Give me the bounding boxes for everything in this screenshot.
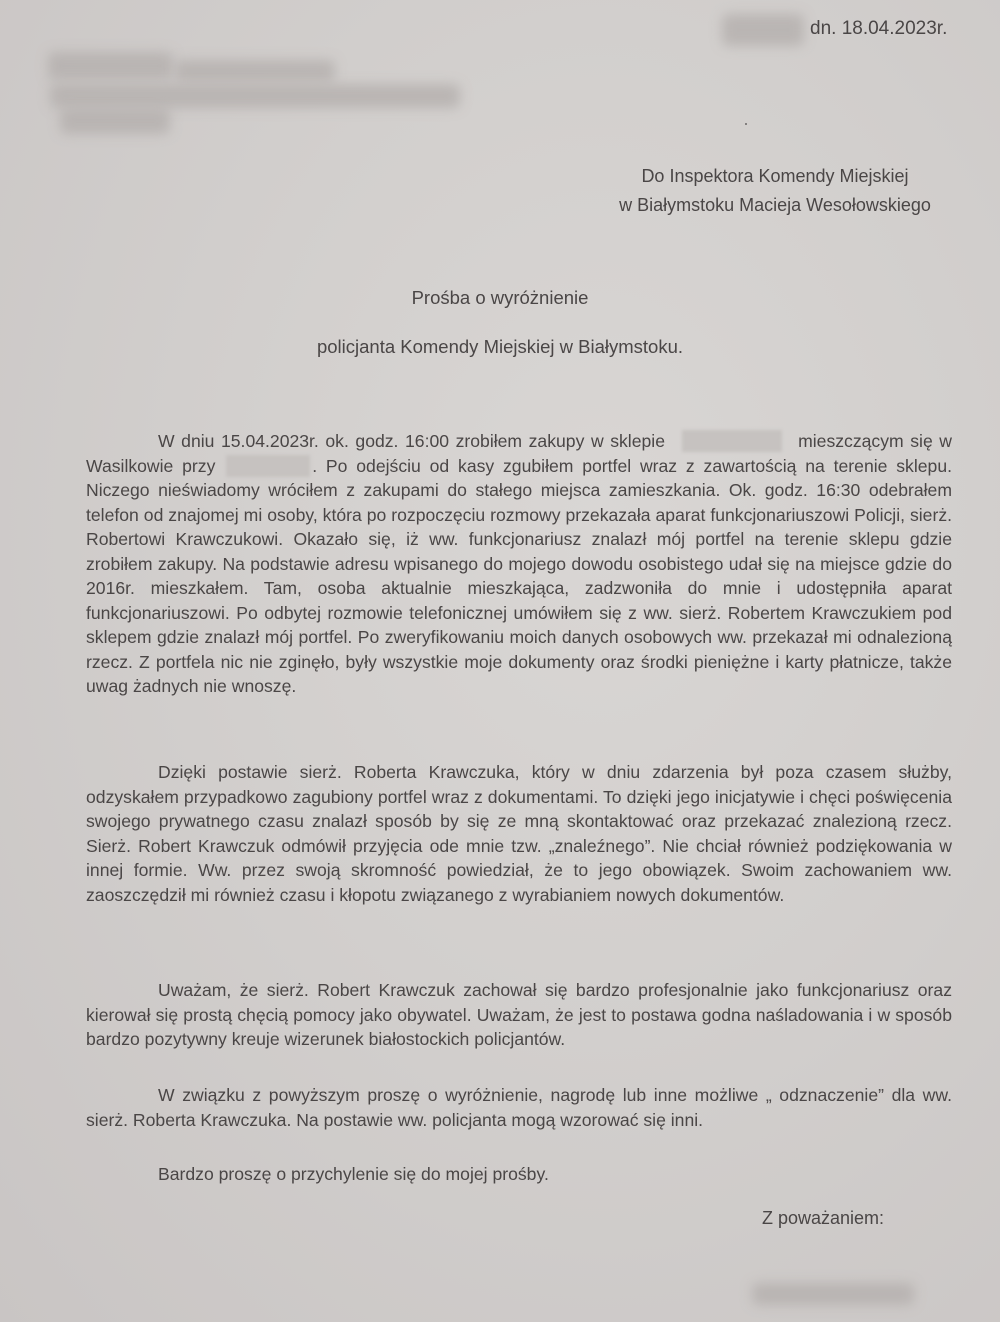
paragraph-1: [86, 429, 952, 699]
redacted-signature: [752, 1283, 914, 1305]
letter-title-line-1: Prośba o wyróżnienie: [411, 287, 589, 308]
redacted-shop-name: [682, 430, 782, 452]
recipient-line-1: Do Inspektora Komendy Miejskiej: [641, 166, 909, 186]
paragraph-2: [86, 760, 952, 907]
recipient-block: [610, 162, 940, 220]
paragraph-3-text: Uważam, że sierż. Robert Krawczuk zachował się bardzo profesjonalnie jako funkcjonariusz oraz kierował się prostą chęcią pomocy jako obywatel. Uważam, że jest to postawa godna naśladowania i w sposób bardzo pozytywny kreuje wizerunek białostockich policjantów.: [86, 980, 952, 1049]
redacted-sender-line: [175, 60, 335, 82]
paragraph-2-text: Dzięki postawie sierż. Roberta Krawczuka, który w dniu zdarzenia był poza czasem służby, odzyskałem przypadkowo zagubiony portfel wraz z dokumentami. To dzięki jego inicjatywie i chęci poświęcenia swojego prywatnego czasu znalazł sposób by się ze mną skontaktować oraz przekazać znalezioną rzecz. Sierż. Robert Krawczuk odmówił przyjęcia ode mnie tzw. „znaleźnego”. Nie chciał również podziękowania w innej formie. Ww. przez swoją skromność powiedział, że to jego obowiązek. Swoim zachowaniem ww. zaoszczędził mi również czasu i kłopotu związanego z wyrabianiem nowych dokumentów.: [86, 762, 952, 905]
paragraph-3: [86, 978, 952, 1052]
paragraph-1-part-1: W dniu 15.04.2023r. ok. godz. 16:00 zrobiłem zakupy w sklepie: [158, 431, 665, 451]
recipient-line-2: w Białymstoku Macieja Wesołowskiego: [619, 195, 931, 215]
redacted-street: [226, 455, 310, 477]
redacted-sender-line: [50, 84, 460, 108]
closing-salutation: Z poważaniem:: [762, 1208, 885, 1228]
redacted-sender-line: [48, 52, 173, 80]
redacted-place: [722, 14, 804, 46]
paragraph-5: [86, 1162, 952, 1187]
paragraph-4-text: W związku z powyższym proszę o wyróżnienie, nagrodę lub inne możliwe „ odznaczenie” dla ww. sierż. Roberta Krawczuka. Na postawie ww. policjanta mogą wzorować się inni.: [86, 1085, 952, 1130]
redacted-sender-line: [60, 108, 170, 134]
paragraph-1-part-3: . Po odejściu od kasy zgubiłem portfel wraz z zawartością na terenie sklepu. Niczego nieświadomy wróciłem z zakupami do stałego miejsca zamieszkania. Ok. godz. 16:30 odebrałem telefon od znajomej mi osoby, która po rozpoczęciu rozmowy przekazała aparat funkcjonariuszowi Policji, sierż. Robertowi Krawczukowi. Okazało się, iż ww. funkcjonariusz znalazł mój portfel na terenie sklepu gdzie zrobiłem zakupy. Na podstawie adresu wpisanego do mojego dowodu osobistego udał się na miejsce gdzie do 2016r. mieszkałem. Tam, osoba aktualnie mieszkająca, zadzwoniła do mnie i udostępniła aparat funkcjonariuszowi. Po odbytej rozmowie telefonicznej umówiłem się z ww. sierż. Robertem Krawczukiem pod sklepem gdzie znalazł mój portfel. Po zweryfikowaniu moich danych osobowych ww. przekazał mi odnalezioną rzecz. Z portfela nic nie zginęło, były wszystkie moje dokumenty oraz środki pieniężne i karty płatnicze, także uwag żadnych nie wnoszę.: [86, 455, 952, 696]
paragraph-5-text: Bardzo proszę o przychylenie się do mojej prośby.: [158, 1164, 549, 1184]
paragraph-1-part-2: mieszczącym się w Wasilkowie przy: [86, 431, 952, 476]
letter-title-line-2: policjanta Komendy Miejskiej w Białymstoku.: [316, 336, 684, 357]
letter-date: dn. 18.04.2023r.: [810, 18, 948, 39]
paragraph-4: [86, 1083, 952, 1132]
stray-mark: [745, 123, 747, 125]
